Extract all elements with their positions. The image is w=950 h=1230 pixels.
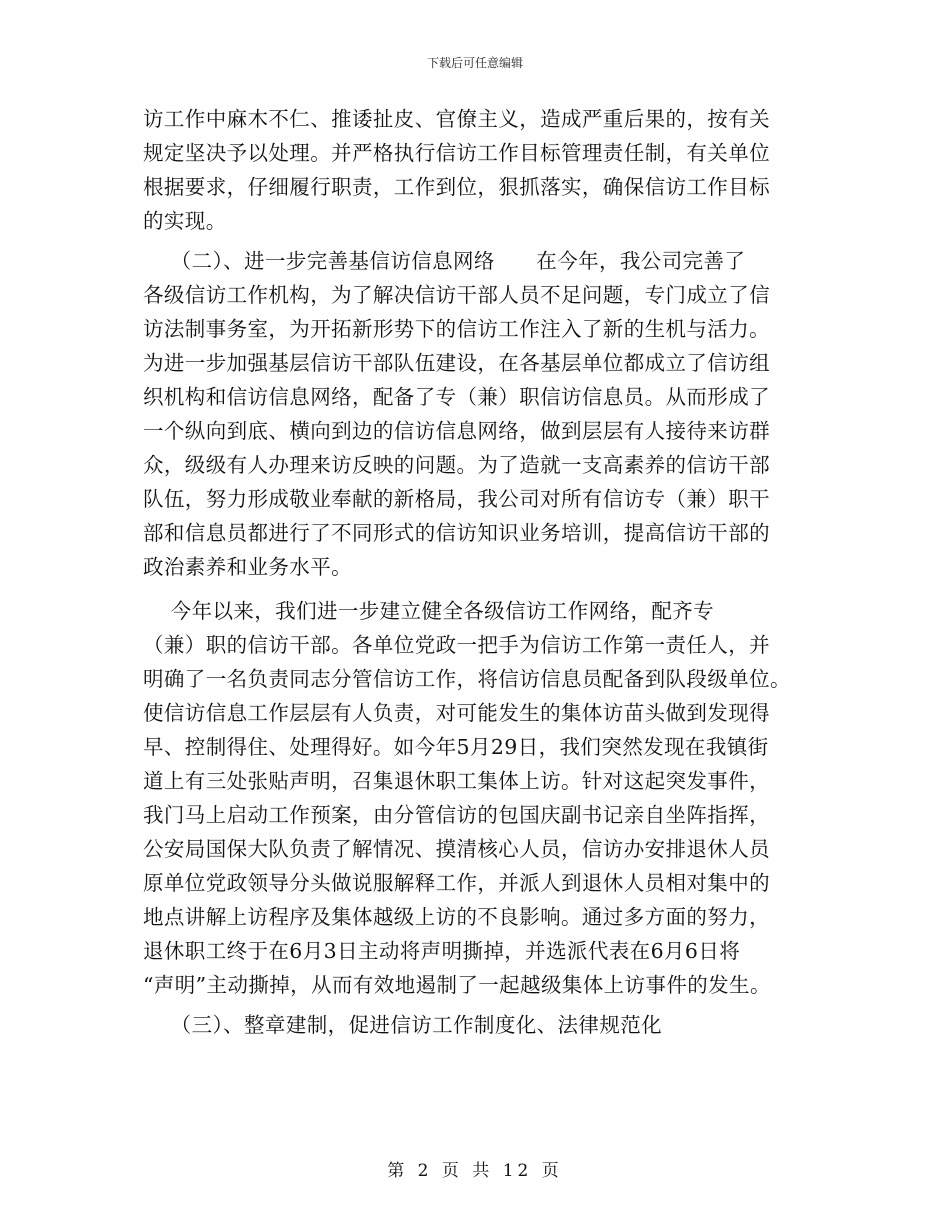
page-number: 第 2 页 共 12 页 (387, 1161, 563, 1181)
body-line: 道上有三处张贴声明，召集退休职工集体上访。针对这起突发事件， (143, 769, 770, 793)
body-line: 访工作中麻木不仁、推诿扯皮、官僚主义，造成严重后果的，按有关 (143, 107, 770, 131)
body-line: （三）、整章建制，促进信访工作制度化、法律规范化 (143, 1013, 663, 1037)
body-line: 为进一步加强基层信访干部队伍建设，在各基层单位都成立了信访组 (143, 351, 770, 375)
body-line: 地点讲解上访程序及集体越级上访的不良影响。通过多方面的努力， (143, 905, 770, 929)
body-line: 今年以来，我们进一步建立健全各级信访工作网络，配齐专 (143, 599, 715, 623)
body-line: 各级信访工作机构，为了解决信访干部人员不足问题，专门成立了信 (143, 283, 770, 307)
body-line: 早、控制得住、处理得好。如今年5月29日，我们突然发现在我镇街 (143, 735, 769, 759)
body-line: （兼）职的信访干部。各单位党政一把手为信访工作第一责任人，并 (143, 633, 770, 657)
body-line: 根据要求，仔细履行职责，工作到位，狠抓落实，确保信访工作目标 (143, 175, 770, 199)
body-line: 织机构和信访信息网络，配备了专（兼）职信访信息员。从而形成了 (143, 385, 770, 409)
body-line: 退休职工终于在6月3日主动将声明撕掉，并选派代表在6月6日将 (143, 939, 741, 963)
header-note: 下载后可任意编辑 (426, 56, 523, 70)
body-line: “声明”主动撕掉，从而有效地遏制了一起越级集体上访事件的发生。 (143, 973, 771, 997)
body-line: 原单位党政领导分头做说服解释工作，并派人到退休人员相对集中的 (143, 871, 770, 895)
body-line: 规定坚决予以处理。并严格执行信访工作目标管理责任制，有关单位 (143, 141, 770, 165)
body-line: 明确了一名负责同志分管信访工作，将信访信息员配备到队段级单位。 (143, 667, 791, 691)
body-line: 政治素养和业务水平。 (143, 555, 352, 579)
body-line: 公安局国保大队负责了解情况、摸清核心人员，信访办安排退休人员 (143, 837, 770, 861)
body-line: 访法制事务室，为开拓新形势下的信访工作注入了新的生机与活力。 (143, 317, 770, 341)
body-line: 一个纵向到底、横向到边的信访信息网络，做到层层有人接待来访群 (143, 419, 770, 443)
body-line: 我门马上启动工作预案，由分管信访的包国庆副书记亲自坐阵指挥， (143, 803, 770, 827)
body-line: 众，级级有人办理来访反映的问题。为了造就一支高素养的信访干部 (143, 453, 770, 477)
body-line: （二）、进一步完善基信访信息网络 在今年，我公司完善了 (143, 249, 746, 273)
body-line: 队伍，努力形成敬业奉献的新格局，我公司对所有信访专（兼）职干 (143, 487, 770, 511)
body-line: 使信访信息工作层层有人负责，对可能发生的集体访苗头做到发现得 (143, 701, 770, 725)
body-line: 部和信息员都进行了不同形式的信访知识业务培训，提高信访干部的 (143, 521, 770, 545)
body-line: 的实现。 (143, 209, 227, 233)
